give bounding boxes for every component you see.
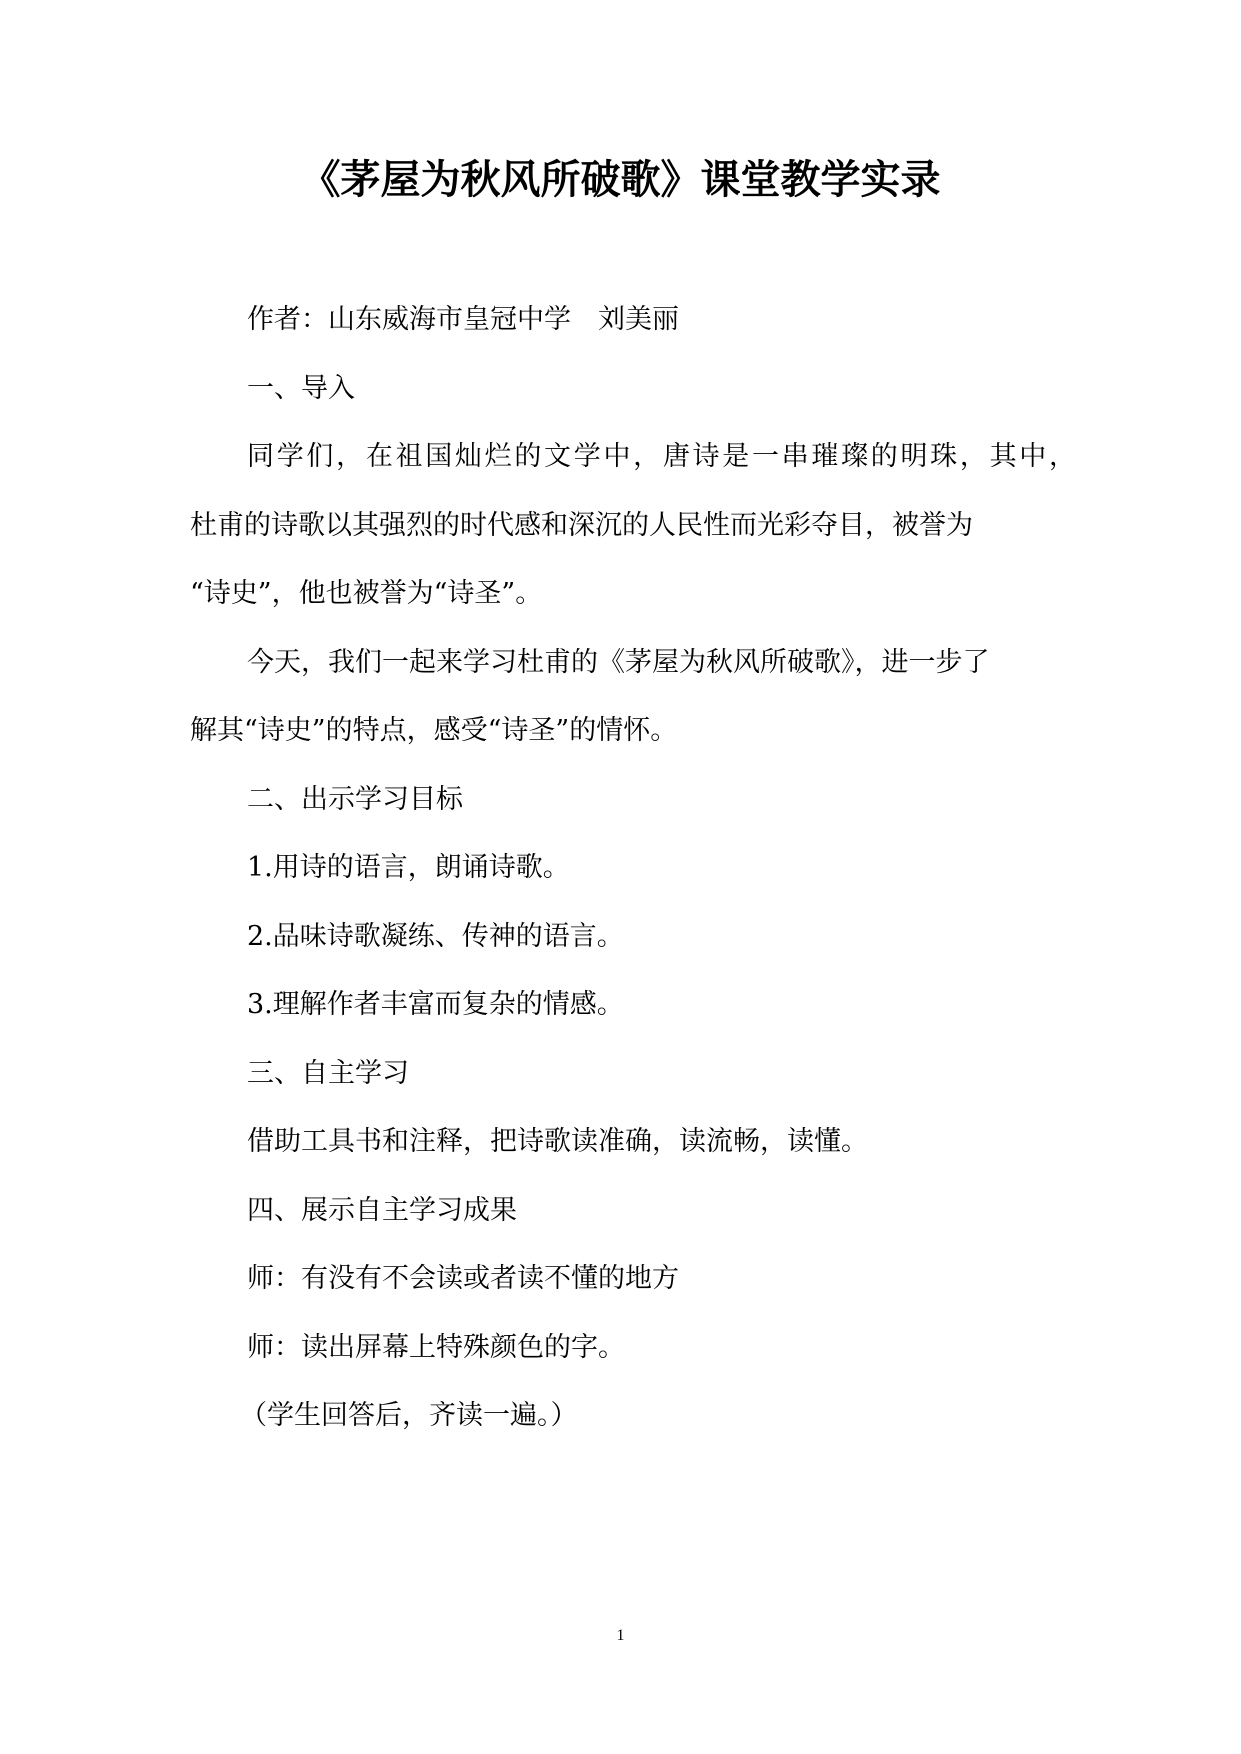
section-heading-intro: 一、导入	[247, 373, 355, 404]
teacher-line: 师：有没有不会读或者读不懂的地方	[247, 1263, 679, 1294]
today-paragraph-line: 解其“诗史”的特点，感受“诗圣”的情怀。	[190, 715, 678, 746]
section-heading-results: 四、展示自主学习成果	[247, 1195, 517, 1226]
goal-item: 2.品味诗歌凝练、传神的语言。	[247, 921, 624, 952]
page-number: 1	[616, 1627, 625, 1644]
section-heading-self-study: 三、自主学习	[247, 1058, 409, 1089]
intro-paragraph-line: 杜甫的诗歌以其强烈的时代感和深沉的人民性而光彩夺目，被誉为	[190, 510, 973, 541]
student-note: （学生回答后，齐读一遍。）	[240, 1400, 578, 1431]
author-line: 作者：山东威海市皇冠中学 刘美丽	[247, 304, 679, 335]
today-paragraph-line: 今天，我们一起来学习杜甫的《茅屋为秋风所破歌》，进一步了	[247, 647, 990, 678]
self-study-text: 借助工具书和注释，把诗歌读准确，读流畅，读懂。	[247, 1126, 868, 1157]
section-heading-goals: 二、出示学习目标	[247, 784, 463, 815]
intro-paragraph-line: 同学们，在祖国灿烂的文学中，唐诗是一串璀璨的明珠，其中，	[247, 441, 1076, 472]
teacher-line: 师：读出屏幕上特殊颜色的字。	[247, 1332, 625, 1363]
goal-item: 3.理解作者丰富而复杂的情感。	[247, 989, 624, 1020]
goal-item: 1.用诗的语言，朗诵诗歌。	[247, 852, 570, 883]
intro-paragraph-line: “诗史”，他也被誉为“诗圣”。	[190, 578, 543, 609]
document-title: 《茅屋为秋风所破歌》课堂教学实录	[300, 157, 941, 203]
